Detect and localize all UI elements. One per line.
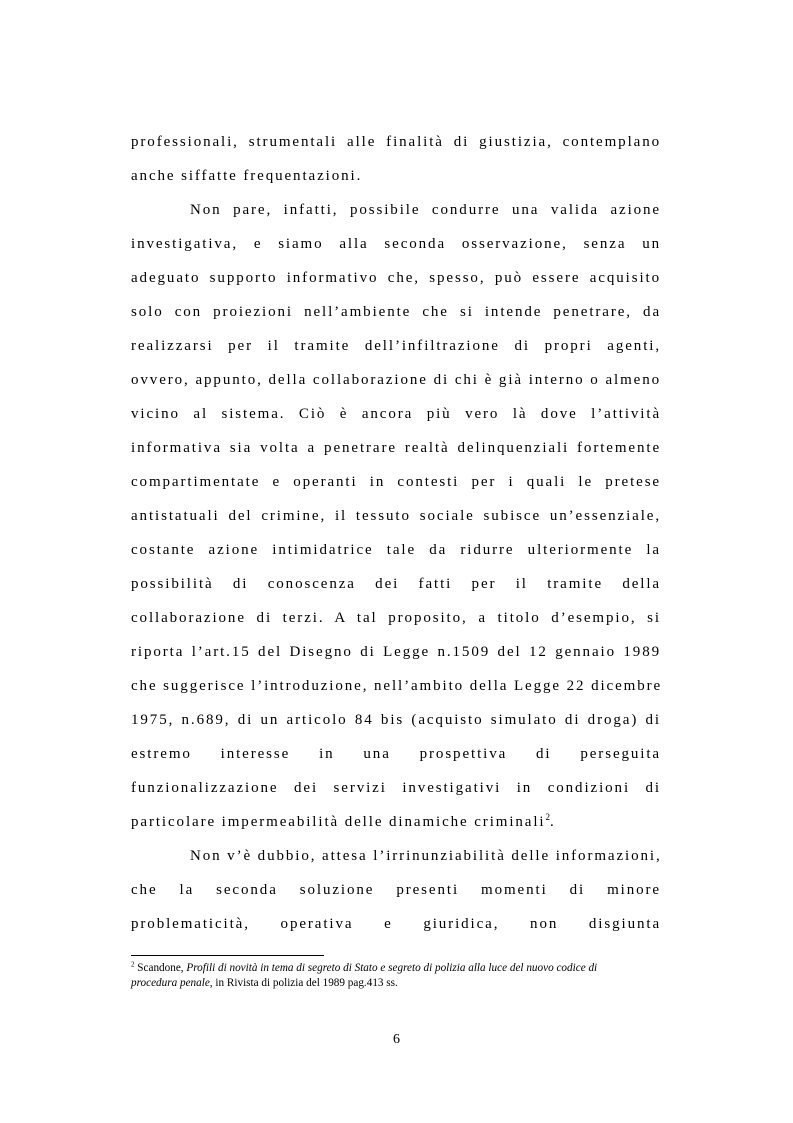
footnote-title: Profili di novità in tema di segreto di Stato e segreto di polizia alla luce del nuovo codice di [186, 962, 598, 974]
text-line: solo con proiezioni nell’ambiente che si intende penetrare, da [131, 304, 661, 320]
footnote-title-continued: procedura penale, [131, 977, 213, 989]
text-line: funzionalizzazione dei servizi investigativi in condizioni di [131, 780, 661, 796]
footnote-line [131, 961, 661, 976]
text-line: possibilità di conoscenza dei fatti per il tramite della [131, 576, 661, 592]
text-line: 1975, n.689, di un articolo 84 bis (acquisto simulato di droga) di [131, 712, 661, 728]
footnote [131, 961, 661, 991]
text-line: estremo interesse in una prospettiva di perseguita [131, 746, 661, 762]
page-number: 6 [393, 1032, 400, 1047]
text-line: vicino al sistema. Ciò è ancora più vero là dove l’attività [131, 406, 661, 422]
footnote-source: in Rivista di polizia del 1989 pag.413 ss. [212, 977, 398, 989]
text-line: collaborazione di terzi. A tal proposito, a titolo d’esempio, si [131, 610, 661, 626]
text-line: anche siffatte frequentazioni. [131, 168, 363, 184]
footnote-separator [131, 955, 324, 956]
footnote-mark: 2 [131, 960, 135, 969]
text-line-with-footnote [131, 805, 661, 839]
text-line: Non v’è dubbio, attesa l’irrinunziabilità delle informazioni, [190, 848, 662, 864]
text-line: problematicità, operativa e giuridica, non disgiunta [131, 916, 661, 932]
text-line: ovvero, appunto, della collaborazione di chi è già interno o almeno [131, 372, 661, 388]
text-line: investigativa, e siamo alla seconda osservazione, senza un [131, 236, 661, 252]
footnote-line [131, 976, 661, 991]
text-line: compartimentate e operanti in contesti per i quali le pretese [131, 474, 661, 490]
text-line: riporta l’art.15 del Disegno di Legge n.1509 del 12 gennaio 1989 [131, 644, 661, 660]
text-line: costante azione intimidatrice tale da ridurre ulteriormente la [131, 542, 661, 558]
footnote-reference-punctuation: . [550, 814, 556, 830]
text-line: che la seconda soluzione presenti momenti di minore [131, 882, 661, 898]
text-line: informativa sia volta a penetrare realtà delinquenziali fortemente [131, 440, 661, 456]
text-line-content: particolare impermeabilità delle dinamiche criminali [131, 814, 546, 830]
text-line: antistatuali del crimine, il tessuto sociale subisce un’essenziale, [131, 508, 661, 524]
text-line: professionali, strumentali alle finalità di giustizia, contemplano [131, 134, 661, 150]
text-line: realizzarsi per il tramite dell’infiltrazione di propri agenti, [131, 338, 661, 354]
text-line: Non pare, infatti, possibile condurre una valida azione [190, 202, 661, 218]
text-line: adeguato supporto informativo che, spesso, può essere acquisito [131, 270, 661, 286]
footnote-author: Scandone, [134, 962, 187, 974]
body-text [131, 125, 661, 941]
footnote-reference[interactable]: 2 [545, 812, 550, 822]
text-line: che suggerisce l’introduzione, nell’ambito della Legge 22 dicembre [131, 678, 663, 694]
